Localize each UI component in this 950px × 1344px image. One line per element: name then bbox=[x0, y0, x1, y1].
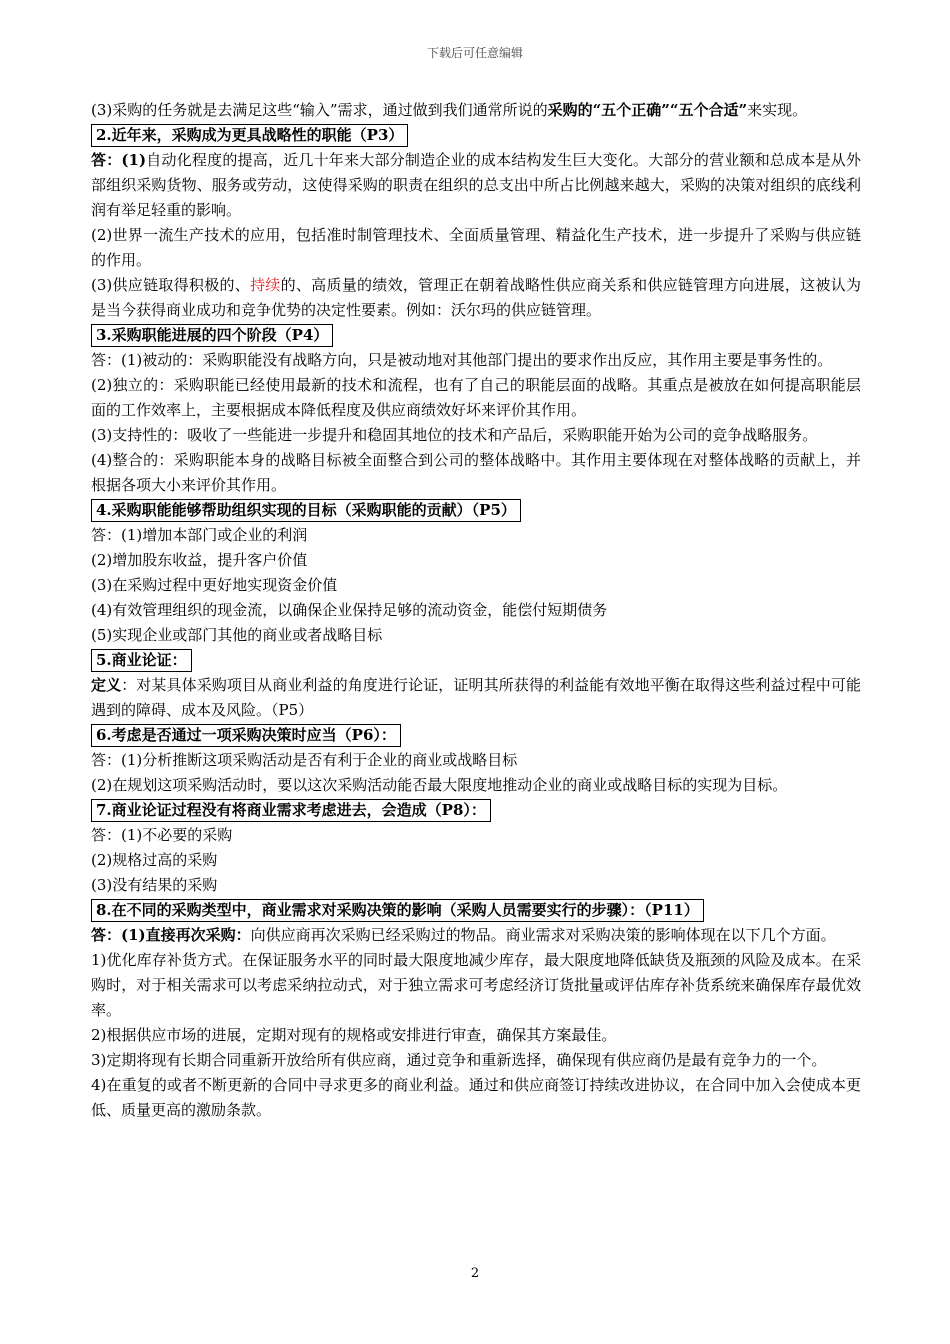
list-item: 答：(1)增加本部门或企业的利润 bbox=[91, 526, 308, 544]
paragraph: 4)在重复的或者不断更新的合同中寻求更多的商业利益。通过和供应商签订持续改进协议，在合同中加入会使成本更低、质量更高的激励条款。 bbox=[91, 1076, 861, 1119]
section-heading-4: 4.采购职能能够帮助组织实现的目标（采购职能的贡献）（P5） bbox=[91, 499, 521, 522]
section-heading-8: 8.在不同的采购类型中，商业需求对采购决策的影响（采购人员需要实行的步骤）：（P11） bbox=[91, 899, 704, 922]
list-item: (2)在规划这项采购活动时，要以这次采购活动能否最大限度地推动企业的商业或战略目标的实现为目标。 bbox=[91, 776, 788, 794]
list-item: (2)规格过高的采购 bbox=[91, 851, 218, 869]
list-item: 答：(1)不必要的采购 bbox=[91, 826, 233, 844]
section-heading-7: 7.商业论证过程没有将商业需求考虑进去，会造成（P8）： bbox=[91, 799, 491, 822]
paragraph: 1)优化库存补货方式。在保证服务水平的同时最大限度地减少库存，最大限度地降低缺货及瓶颈的风险及成本。在采购时，对于相关需求可以考虑采纳拉动式，对于独立需求可考虑经济订货批量或评估库存补货系统来确保库存最优效率。 bbox=[91, 951, 861, 1019]
paragraph: 2)根据供应市场的进展，定期对现有的规格或安排进行审查，确保其方案最佳。 bbox=[91, 1026, 617, 1044]
section-heading-2: 2.近年来，采购成为更具战略性的职能（P3） bbox=[91, 124, 408, 147]
paragraph: (3)采购的任务就是去满足这些“输入”需求，通过做到我们通常所说的采购的“五个正确”“五个合适”来实现。 bbox=[91, 101, 808, 119]
page-header: 下载后可任意编辑 bbox=[426, 46, 523, 60]
list-item: (2)增加股东收益，提升客户价值 bbox=[91, 551, 308, 569]
paragraph: 答：(1)自动化程度的提高，近几十年来大部分制造企业的成本结构发生巨大变化。大部分的营业额和总成本是从外部组织采购货物、服务或劳动，这使得采购的职责在组织的总支出中所占比例越来越大，采购的决策对组织的底线利润有举足轻重的影响。 bbox=[91, 151, 861, 219]
paragraph: 定义：对某具体采购项目从商业利益的角度进行论证，证明其所获得的利益能有效地平衡在取得这些利益过程中可能遇到的障碍、成本及风险。（P5） bbox=[91, 676, 861, 719]
paragraph: 3)定期将现有长期合同重新开放给所有供应商，通过竞争和重新选择，确保现有供应商仍是最有竞争力的一个。 bbox=[91, 1051, 827, 1069]
section-heading-5: 5.商业论证： bbox=[91, 649, 192, 672]
highlighted-text: 持续 bbox=[250, 276, 281, 294]
page-number: 2 bbox=[470, 1266, 480, 1281]
list-item: 答：(1)分析推断这项采购活动是否有利于企业的商业或战略目标 bbox=[91, 751, 518, 769]
paragraph: (3)供应链取得积极的、持续的、高质量的绩效，管理正在朝着战略性供应商关系和供应链管理方向进展，这被认为是当今获得商业成功和竞争优势的决定性要素。例如：沃尔玛的供应链管理。 bbox=[91, 276, 861, 319]
paragraph: (2)独立的：采购职能已经使用最新的技术和流程，也有了自己的职能层面的战略。其重点是被放在如何提高职能层面的工作效率上，主要根据成本降低程度及供应商绩效好坏来评价其作用。 bbox=[91, 376, 861, 419]
paragraph: (2)世界一流生产技术的应用，包括准时制管理技术、全面质量管理、精益化生产技术，进一步提升了采购与供应链的作用。 bbox=[91, 226, 861, 269]
list-item: (3)没有结果的采购 bbox=[91, 876, 218, 894]
section-heading-3: 3.采购职能进展的四个阶段（P4） bbox=[91, 324, 333, 347]
section-heading-6: 6.考虑是否通过一项采购决策时应当（P6）： bbox=[91, 724, 401, 747]
list-item: (5)实现企业或部门其他的商业或者战略目标 bbox=[91, 626, 383, 644]
paragraph: 答：(1)直接再次采购：向供应商再次采购已经采购过的物品。商业需求对采购决策的影响体现在以下几个方面。 bbox=[91, 926, 836, 944]
list-item: (4)有效管理组织的现金流，以确保企业保持足够的流动资金，能偿付短期债务 bbox=[91, 601, 608, 619]
paragraph: (3)支持性的：吸收了一些能进一步提升和稳固其地位的技术和产品后，采购职能开始为公司的竞争战略服务。 bbox=[91, 426, 818, 444]
list-item: (3)在采购过程中更好地实现资金价值 bbox=[91, 576, 338, 594]
paragraph: (4)整合的：采购职能本身的战略目标被全面整合到公司的整体战略中。其作用主要体现在对整体战略的贡献上，并根据各项大小来评价其作用。 bbox=[91, 451, 861, 494]
paragraph: 答：(1)被动的：采购职能没有战略方向，只是被动地对其他部门提出的要求作出反应，其作用主要是事务性的。 bbox=[91, 351, 833, 369]
document-body bbox=[91, 98, 861, 1123]
